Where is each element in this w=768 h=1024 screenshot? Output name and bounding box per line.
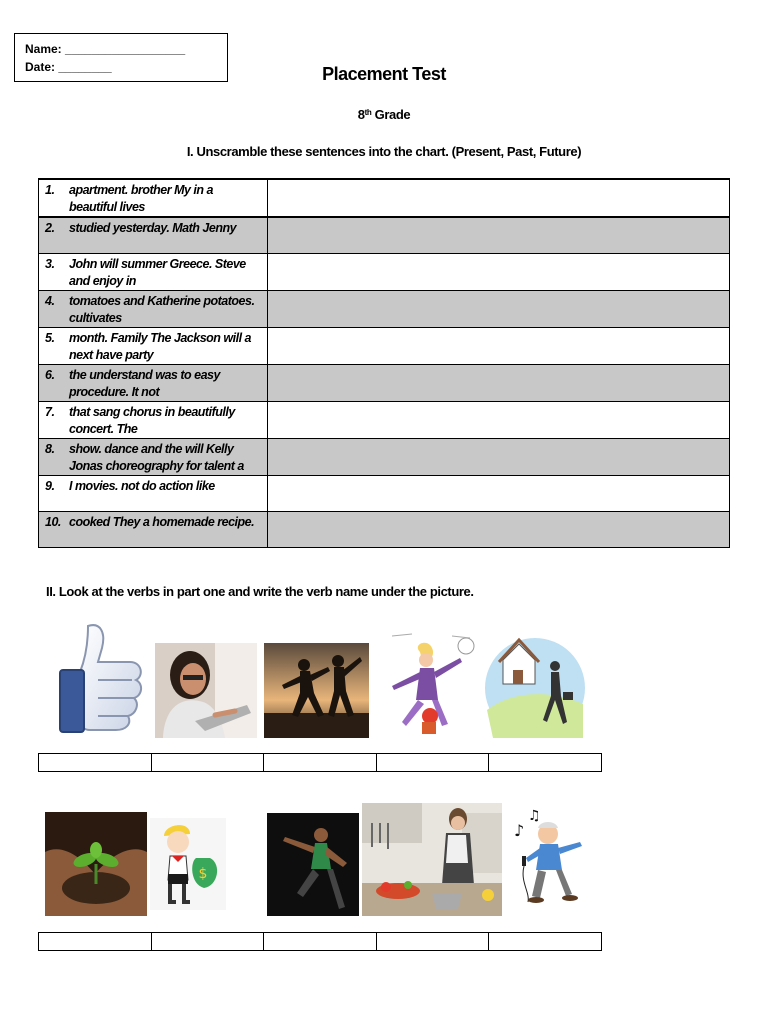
grade-number: 8 (357, 107, 365, 122)
scrambled-sentence-cell (39, 365, 268, 402)
thumbs-up-like-picture (50, 618, 146, 738)
scrambled-sentence-cell (39, 254, 268, 291)
item-number: 4. (45, 294, 55, 308)
answer-box[interactable] (264, 754, 377, 771)
svg-text:♪: ♪ (514, 821, 525, 840)
man-leaving-house-picture (483, 630, 585, 738)
answer-cell[interactable] (268, 365, 730, 402)
scrambled-sentence-cell (39, 402, 268, 439)
scrambled-sentence: month. Family The Jackson will a next have party (69, 331, 251, 362)
answer-box[interactable] (489, 754, 601, 771)
cartoon-woman-dancing-picture (372, 630, 480, 738)
woman-cooking-kitchen-picture (362, 803, 502, 916)
date-field[interactable]: Date: ________ (25, 60, 112, 74)
item-number: 1. (45, 183, 55, 197)
scrambled-sentence: that sang chorus in beautifully concert. The (69, 405, 235, 436)
chart-row (39, 179, 730, 217)
chart-row (39, 328, 730, 365)
svg-text:$: $ (198, 866, 208, 882)
answer-cell[interactable] (268, 254, 730, 291)
scrambled-sentence-cell (39, 291, 268, 328)
chart-row (39, 365, 730, 402)
grade-suffix: th (364, 108, 372, 117)
item-number: 2. (45, 221, 55, 235)
item-number: 5. (45, 331, 55, 345)
item-number: 7. (45, 405, 55, 419)
answer-box[interactable] (152, 933, 265, 950)
scrambled-sentence-cell (39, 217, 268, 254)
item-number: 9. (45, 479, 55, 493)
scrambled-sentence: tomatoes and Katherine potatoes. cultivates (69, 294, 255, 325)
scrambled-sentence: the understand was to easy procedure. It not (69, 368, 220, 399)
chart-row (39, 512, 730, 548)
scrambled-sentence: studied yesterday. Math Jenny (69, 221, 237, 235)
item-number: 3. (45, 257, 55, 271)
item-number: 10. (45, 515, 61, 529)
scrambled-sentence: John will summer Greece. Steve and enjoy in (69, 257, 246, 288)
people-dancing-silhouette-picture (264, 643, 369, 738)
section1-instruction: I. Unscramble these sentences into the chart. (Present, Past, Future) (186, 144, 582, 159)
grade-label (0, 107, 768, 122)
answer-row-1 (38, 753, 602, 772)
answer-cell[interactable] (268, 328, 730, 365)
man-dancing-dark-picture (267, 813, 359, 916)
chart-row (39, 291, 730, 328)
chart-row (39, 254, 730, 291)
scrambled-sentence-cell (39, 512, 268, 548)
answer-box[interactable] (39, 933, 152, 950)
answer-box[interactable] (39, 754, 152, 771)
answer-box[interactable] (264, 933, 377, 950)
scrambled-sentence-cell (39, 328, 268, 365)
scrambled-sentence: show. dance and the will Kelly Jonas choreography for talent a (69, 442, 244, 473)
scrambled-sentence-cell (39, 439, 268, 476)
answer-box[interactable] (377, 933, 490, 950)
answer-cell[interactable] (268, 476, 730, 512)
cartoon-man-singing-picture (506, 806, 590, 906)
woman-studying-laptop-picture (155, 643, 257, 738)
name-field[interactable]: Name: __________________ (25, 42, 186, 56)
scrambled-sentence: I movies. not do action like (69, 479, 215, 493)
answer-row-2 (38, 932, 602, 951)
answer-box[interactable] (377, 754, 490, 771)
item-number: 6. (45, 368, 55, 382)
page-title: Placement Test (322, 64, 446, 84)
hands-holding-seedling-picture (45, 812, 147, 916)
answer-cell[interactable] (268, 402, 730, 439)
answer-cell[interactable] (268, 439, 730, 476)
answer-cell[interactable] (268, 291, 730, 328)
scrambled-sentence: apartment. brother My in a beautiful lives (69, 183, 213, 214)
svg-text:♫: ♫ (528, 808, 541, 824)
chart-row (39, 476, 730, 512)
scrambled-sentence-cell (39, 179, 268, 217)
answer-cell[interactable] (268, 217, 730, 254)
answer-cell[interactable] (268, 512, 730, 548)
answer-box[interactable] (152, 754, 265, 771)
chart-row (39, 217, 730, 254)
item-number: 8. (45, 442, 55, 456)
scrambled-sentence: cooked They a homemade recipe. (69, 515, 255, 529)
unscramble-chart (38, 178, 730, 548)
cartoon-boy-money-bag-picture (150, 818, 226, 910)
scrambled-sentence-cell (39, 476, 268, 512)
section2-instruction: II. Look at the verbs in part one and write the verb name under the picture. (46, 584, 474, 599)
grade-word: Grade (371, 107, 411, 122)
answer-cell[interactable] (268, 179, 730, 217)
chart-row (39, 439, 730, 476)
answer-box[interactable] (489, 933, 601, 950)
chart-row (39, 402, 730, 439)
